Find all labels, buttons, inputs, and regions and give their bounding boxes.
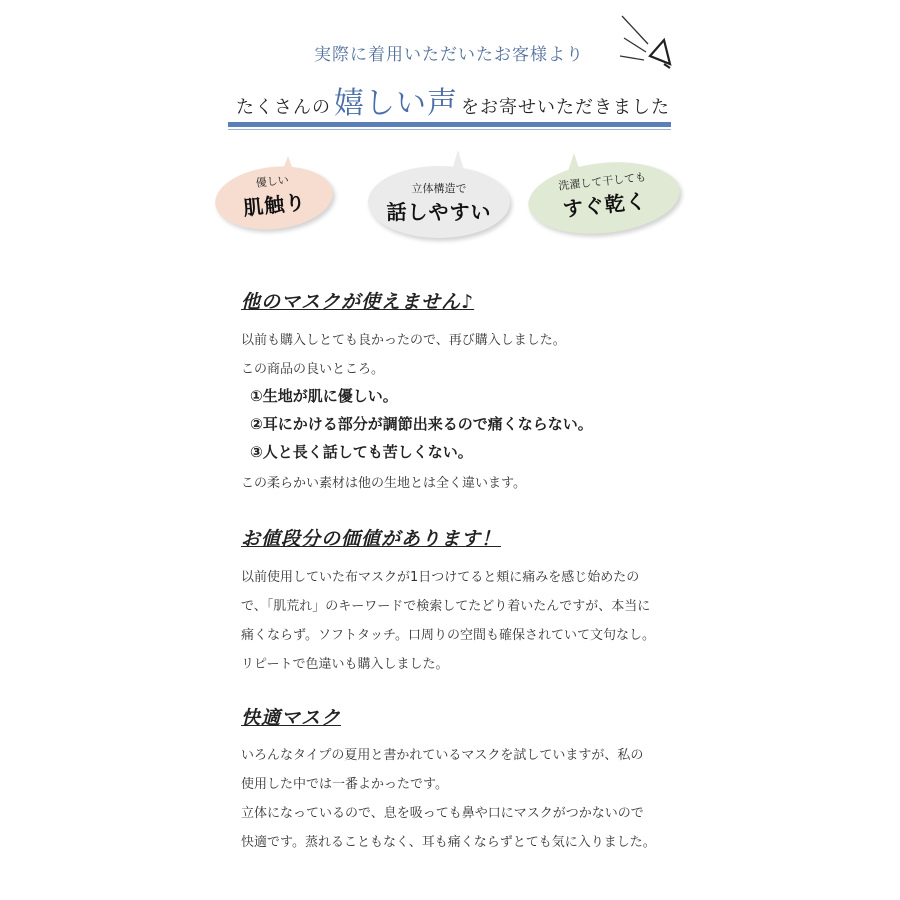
bubble-big-text: 肌触り xyxy=(242,189,308,221)
feature-bubble-skin xyxy=(212,161,336,235)
review-text-line: リピートで色違いも購入しました。 xyxy=(241,657,449,672)
review-text-line: 立体になっているので、息を吸っても鼻や口にマスクがつかないので xyxy=(241,806,644,821)
review-point: ①生地が肌に優しい。 xyxy=(250,387,398,405)
review-title: 他のマスクが使えません♪ xyxy=(241,291,475,313)
review-text-line: 痛くならず。ソフトタッチ。口周りの空間も確保されていて文句なし。 xyxy=(241,628,656,643)
bubble-tail xyxy=(282,156,294,172)
bubble-tail xyxy=(452,150,464,170)
review-text-line: この商品の良いところ。 xyxy=(241,362,385,377)
review-text-line: 以前も購入しとても良かったので、再び購入しました。 xyxy=(241,333,566,348)
feature-bubble-dry xyxy=(525,155,683,241)
bubble-tail xyxy=(568,153,580,171)
bubble-small-text: 洗濯して干しても xyxy=(557,170,647,193)
main-heading xyxy=(236,78,670,122)
feature-bubble-talk xyxy=(368,166,510,238)
bubble-big-text: 話しやすい xyxy=(386,200,492,224)
bubble-big-text: すぐ乾く xyxy=(561,188,648,222)
bubble-small-text: 優しい xyxy=(255,173,290,190)
review-text-line: 快適です。蒸れることもなく、耳も痛くならずとても気に入りました。 xyxy=(241,835,656,850)
review-text-line: この柔らかい素材は他の生地とは全く違います。 xyxy=(241,476,526,491)
sub-heading: 実際に着用いただいたお客様より xyxy=(314,45,584,65)
review-title: お値段分の価値があります！ xyxy=(241,528,502,550)
main-heading-pre: たくさんの xyxy=(236,97,331,118)
main-heading-emphasis: 嬉しい声 xyxy=(334,86,458,121)
megaphone-icon xyxy=(618,12,678,72)
review-point: ③人と長く話しても苦しくない。 xyxy=(250,443,473,461)
review-text-line: で、「肌荒れ」のキーワードで検索してたどり着いたんですが、本当に xyxy=(241,599,651,614)
review-point: ②耳にかける部分が調節出来るので痛くならない。 xyxy=(250,415,593,433)
main-heading-post: をお寄せいただきました xyxy=(461,97,670,118)
heading-underline-thin xyxy=(228,129,671,130)
review-text-line: 使用した中では一番よかったです。 xyxy=(241,777,448,792)
review-title: 快適マスク xyxy=(241,707,342,729)
heading-underline xyxy=(228,122,671,127)
bubble-small-text: 立体構造で xyxy=(411,182,467,195)
review-text-line: 以前使用していた布マスクが1日つけてると頬に痛みを感じ始めたの xyxy=(241,570,640,585)
review-text-line: いろんなタイプの夏用と書かれているマスクを試していますが、私の xyxy=(241,748,644,763)
